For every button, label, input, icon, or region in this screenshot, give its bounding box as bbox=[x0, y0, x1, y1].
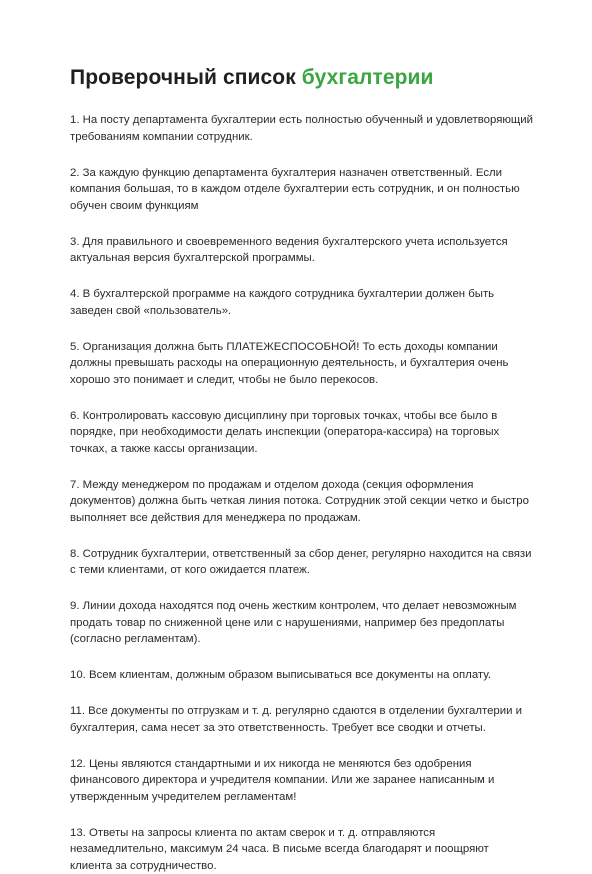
title-main: Проверочный список bbox=[70, 66, 302, 89]
checklist-item: 12. Цены являются стандартными и их никогда не меняются без одобрения финансового директора и учредителя компании. Или же заранее написанным и утвержденным учредителем регламентам! bbox=[70, 756, 534, 806]
checklist-item: 5. Организация должна быть ПЛАТЕЖЕСПОСОБНОЙ! То есть доходы компании должны превышать расходы на операционную деятельность, и бухгалтерия очень хорошо это понимает и следит, чтобы не было перекосов. bbox=[70, 339, 534, 389]
checklist-item: 11. Все документы по отгрузкам и т. д. регулярно сдаются в отделении бухгалтерии и бухгалтерия, сама несет за это ответственность. Требует все сводки и отчеты. bbox=[70, 703, 534, 736]
checklist-item: 3. Для правильного и своевременного ведения бухгалтерского учета используется актуальная версия бухгалтерской программы. bbox=[70, 234, 534, 267]
title-accent: бухгалтерии bbox=[302, 66, 434, 89]
checklist-item: 8. Сотрудник бухгалтерии, ответственный за сбор денег, регулярно находится на связи с теми клиентами, от кого ожидается платеж. bbox=[70, 546, 534, 579]
checklist-item: 13. Ответы на запросы клиента по актам сверок и т. д. отправляются незамедлительно, максимум 24 часа. В письме всегда благодарят и поощряют клиента за сотрудничество. bbox=[70, 825, 534, 874]
checklist-item: 9. Линии дохода находятся под очень жестким контролем, что делает невозможным продать товар по сниженной цене или с нарушениями, например без предоплаты (согласно регламентам). bbox=[70, 598, 534, 648]
checklist-item: 6. Контролировать кассовую дисциплину при торговых точках, чтобы все было в порядке, при необходимости делать инспекции (оператора-кассира) на торговых точках, а также кассы организации. bbox=[70, 408, 534, 458]
checklist-item: 10. Всем клиентам, должным образом выписываться все документы на оплату. bbox=[70, 667, 534, 684]
checklist-item: 2. За каждую функцию департамента бухгалтерия назначен ответственный. Если компания большая, то в каждом отделе бухгалтерии есть сотрудник, и он полностью обучен своим функциям bbox=[70, 165, 534, 215]
checklist-item: 1. На посту департамента бухгалтерии есть полностью обученный и удовлетворяющий требованиям компании сотрудник. bbox=[70, 112, 534, 145]
checklist-item: 4. В бухгалтерской программе на каждого сотрудника бухгалтерии должен быть заведен свой «пользователь». bbox=[70, 286, 534, 319]
page-title bbox=[70, 64, 548, 92]
checklist-item: 7. Между менеджером по продажам и отделом дохода (секция оформления документов) должна быть четкая линия потока. Сотрудник этой секции четко и быстро выполняет все действия для менеджера по продажам. bbox=[70, 477, 534, 527]
checklist bbox=[70, 112, 548, 874]
